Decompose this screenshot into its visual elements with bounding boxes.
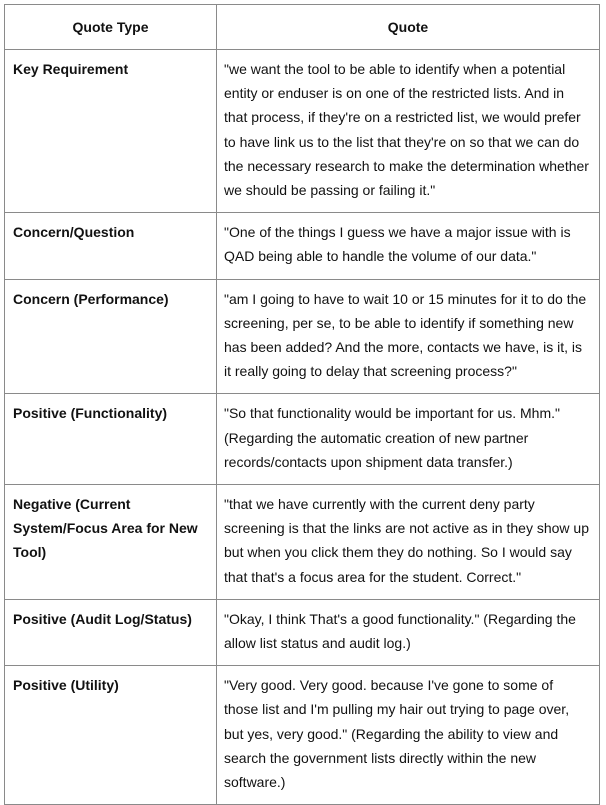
quote-type-cell: Negative (Current System/Focus Area for New Tool) (5, 485, 217, 600)
quote-type-cell: Positive (Utility) (5, 666, 217, 805)
quote-cell: "Okay, I think That's a good functionality." (Regarding the allow list status and audit log.) (217, 599, 600, 665)
header-quote-type: Quote Type (5, 5, 217, 50)
quote-cell: "that we have currently with the current deny party screening is that the links are not active as in they show up but when you click them they do nothing. So I would say that that's a focus area for the student. Correct." (217, 485, 600, 600)
quote-cell: "One of the things I guess we have a major issue with is QAD being able to handle the volume of our data." (217, 213, 600, 279)
quote-type-cell: Concern/Question (5, 213, 217, 279)
quote-type-cell: Key Requirement (5, 50, 217, 213)
table-row (5, 394, 600, 485)
table-header-row (5, 5, 600, 50)
quote-table (4, 4, 600, 805)
quote-cell: "am I going to have to wait 10 or 15 minutes for it to do the screening, per se, to be able to identify if something new has been added? And the more, contacts we have, is it, is it really going to delay that screening process?" (217, 279, 600, 394)
table-row (5, 666, 600, 805)
table-row (5, 279, 600, 394)
quote-cell: "So that functionality would be important for us. Mhm." (Regarding the automatic creation of new partner records/contacts upon shipment data transfer.) (217, 394, 600, 485)
table-row (5, 485, 600, 600)
quote-type-cell: Positive (Audit Log/Status) (5, 599, 217, 665)
quote-cell: "we want the tool to be able to identify when a potential entity or enduser is on one of the restricted lists. And in that process, if they're on a restricted list, we would prefer to have link us to the list that they're on so that we can do the necessary research to make the determination whether we should be passing or failing it." (217, 50, 600, 213)
header-quote: Quote (217, 5, 600, 50)
quote-cell: "Very good. Very good. because I've gone to some of those list and I'm pulling my hair out trying to page over, but yes, very good." (Regarding the ability to view and search the government lists directly within the new software.) (217, 666, 600, 805)
table-row (5, 50, 600, 213)
table-row (5, 599, 600, 665)
quote-type-cell: Positive (Functionality) (5, 394, 217, 485)
quote-type-cell: Concern (Performance) (5, 279, 217, 394)
table-row (5, 213, 600, 279)
